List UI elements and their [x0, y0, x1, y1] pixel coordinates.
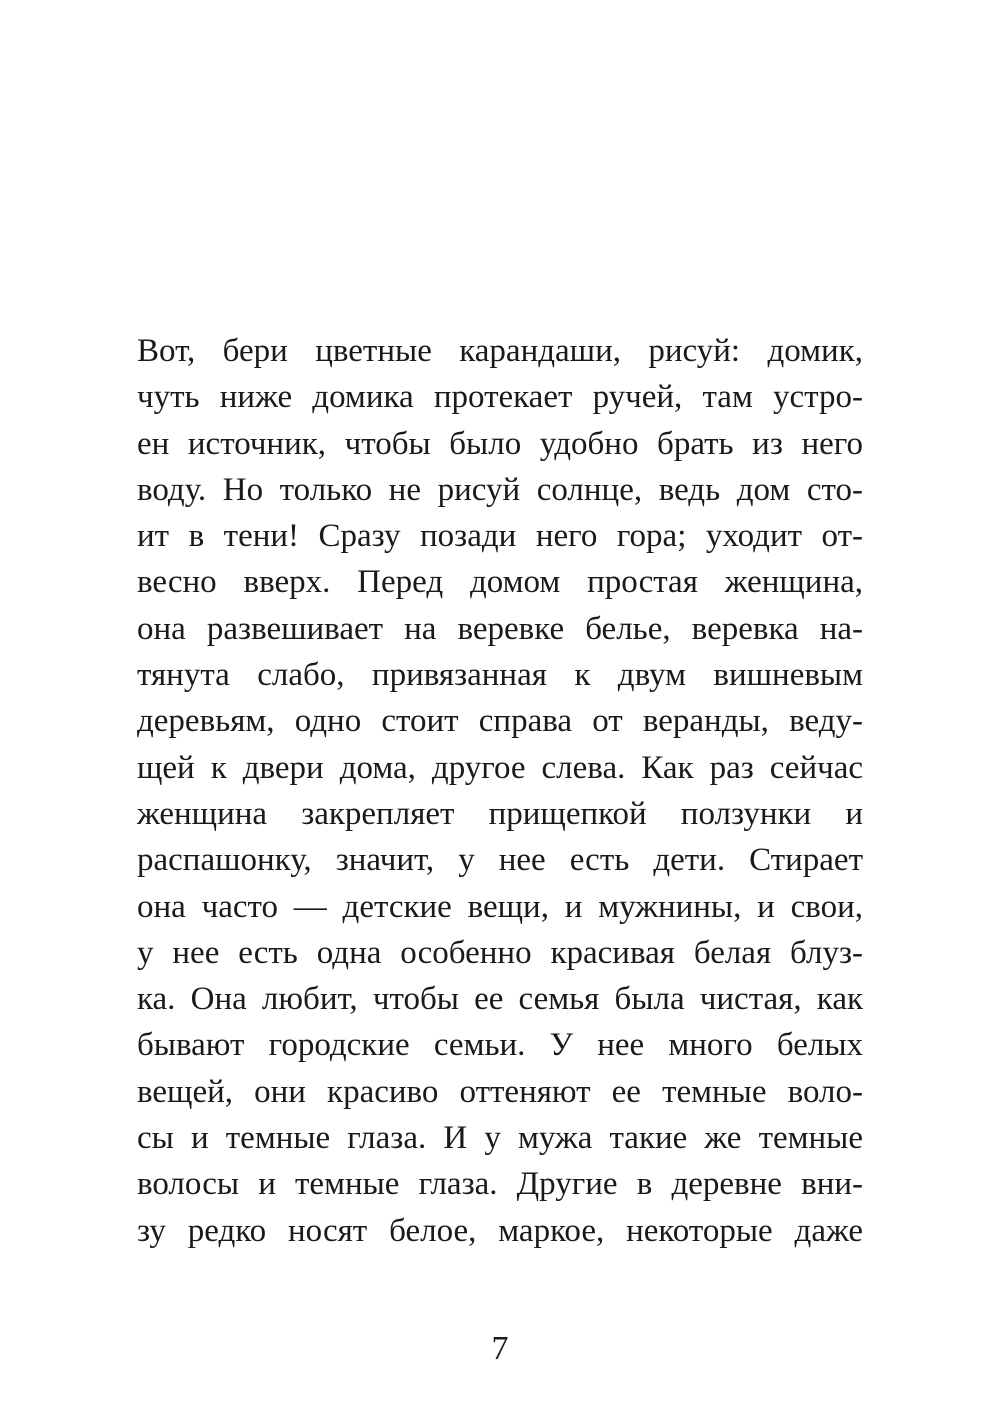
text-line: она часто — детские вещи, и мужнины, и свои, [137, 888, 863, 925]
text-line: зу редко носят белое, маркое, некоторые даже [137, 1212, 863, 1249]
text-line: деревьям, одно стоит справа от веранды, веду- [137, 703, 863, 740]
text-line: волосы и темные глаза. Другие в деревне вни- [137, 1166, 863, 1203]
text-line: Вот, бери цветные карандаши, рисуй: домик, [137, 333, 863, 369]
text-line: сы и темные глаза. И у мужа такие же темные [137, 1120, 863, 1157]
body-text [137, 328, 863, 1254]
text-line: ка. Она любит, чтобы ее семья была чистая, как [137, 981, 863, 1018]
text-line: тянута слабо, привязанная к двум вишневым [137, 657, 863, 694]
text-line: весно вверх. Перед домом простая женщина, [137, 564, 863, 601]
text-line: ен источник, чтобы было удобно брать из него [137, 425, 863, 462]
text-line: бывают городские семьи. У нее много белых [137, 1027, 863, 1064]
text-line: чуть ниже домика протекает ручей, там устро- [137, 379, 863, 416]
text-line: щей к двери дома, другое слева. Как раз сейчас [137, 749, 863, 786]
text-line: распашонку, значит, у нее есть дети. Стирает [137, 842, 863, 879]
text-line: она развешивает на веревке белье, веревка на- [137, 610, 863, 647]
text-line: женщина закрепляет прищепкой ползунки и [137, 795, 863, 832]
text-line: ит в тени! Сразу позади него гора; уходит от- [137, 518, 863, 555]
page-number: 7 [491, 1330, 509, 1367]
text-line: воду. Но только не рисуй солнце, ведь дом сто- [137, 471, 863, 508]
text-line: вещей, они красиво оттеняют ее темные воло- [137, 1073, 863, 1110]
text-line: у нее есть одна особенно красивая белая блуз- [137, 934, 863, 971]
